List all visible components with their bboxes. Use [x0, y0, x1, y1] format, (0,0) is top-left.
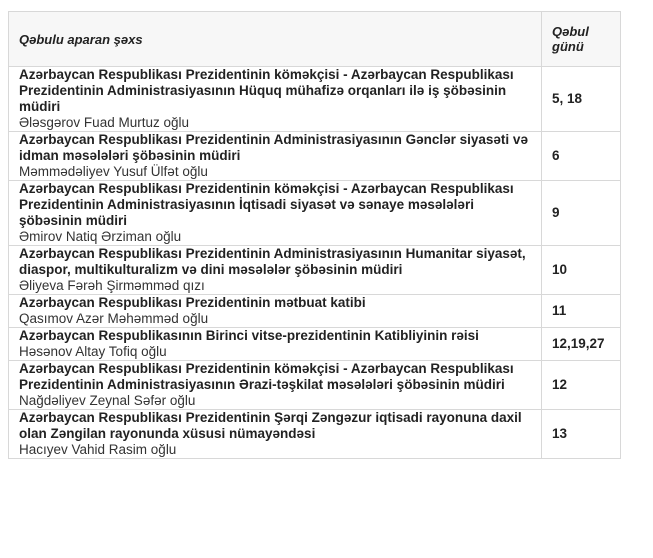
- person-cell: [9, 246, 542, 295]
- table-row: [9, 67, 621, 132]
- person-name: Hacıyev Vahid Rasim oğlu: [19, 442, 177, 457]
- person-cell: [9, 181, 542, 246]
- position-title: Azərbaycan Respublikası Prezidentinin Administrasiyasının Humanitar siyasət, diaspor, multikulturalizm və dini məsələlər şöbəsinin müdiri: [19, 246, 526, 277]
- reception-day: 12,19,27: [542, 328, 621, 361]
- person-name: Ələsgərov Fuad Murtuz oğlu: [19, 115, 189, 130]
- person-name: Əmirov Natiq Ərziman oğlu: [19, 229, 182, 244]
- person-cell: [9, 67, 542, 132]
- header-day-line2: günü: [552, 39, 584, 54]
- position-title: Azərbaycan Respublikası Prezidentinin mətbuat katibi: [19, 295, 366, 310]
- position-title: Azərbaycan Respublikası Prezidentinin köməkçisi - Azərbaycan Respublikası Prezidentinin Administrasiyasının Hüquq mühafizə orqanları ilə iş şöbəsinin müdiri: [19, 67, 514, 114]
- table-row: [9, 410, 621, 459]
- position-title: Azərbaycan Respublikasının Birinci vitse-prezidentinin Katibliyinin rəisi: [19, 328, 479, 343]
- table-row: [9, 132, 621, 181]
- header-day-line1: Qəbul: [552, 24, 589, 39]
- person-cell: [9, 132, 542, 181]
- reception-day: 11: [542, 295, 621, 328]
- person-cell: [9, 410, 542, 459]
- person-name: Həsənov Altay Tofiq oğlu: [19, 344, 167, 359]
- header-day-column: [542, 12, 621, 67]
- position-title: Azərbaycan Respublikası Prezidentinin köməkçisi - Azərbaycan Respublikası Prezidentinin Administrasiyasının İqtisadi siyasət və sənaye məsələləri şöbəsinin müdiri: [19, 181, 514, 228]
- reception-day: 10: [542, 246, 621, 295]
- reception-schedule-table: [8, 11, 621, 459]
- table-header-row: [9, 12, 621, 67]
- table-row: [9, 328, 621, 361]
- person-name: Qasımov Azər Məhəmməd oğlu: [19, 311, 209, 326]
- table-row: [9, 361, 621, 410]
- reception-day: 13: [542, 410, 621, 459]
- table-row: [9, 246, 621, 295]
- person-cell: [9, 295, 542, 328]
- reception-day: 6: [542, 132, 621, 181]
- reception-day: 12: [542, 361, 621, 410]
- reception-day: 9: [542, 181, 621, 246]
- person-cell: [9, 361, 542, 410]
- table-row: [9, 295, 621, 328]
- table-row: [9, 181, 621, 246]
- person-name: Əliyeva Fərəh Şirməmməd qızı: [19, 278, 205, 293]
- position-title: Azərbaycan Respublikası Prezidentinin köməkçisi - Azərbaycan Respublikası Prezidentinin Administrasiyasının Ərazi-təşkilat məsələləri şöbəsinin müdiri: [19, 361, 514, 392]
- position-title: Azərbaycan Respublikası Prezidentinin Administrasiyasının Gənclər siyasəti və idman məsələləri şöbəsinin müdiri: [19, 132, 528, 163]
- person-name: Məmmədəliyev Yusuf Ülfət oğlu: [19, 164, 208, 179]
- person-cell: [9, 328, 542, 361]
- person-name: Nağdəliyev Zeynal Səfər oğlu: [19, 393, 196, 408]
- position-title: Azərbaycan Respublikası Prezidentinin Şərqi Zəngəzur iqtisadi rayonuna daxil olan Zəngilan rayonunda xüsusi nümayəndəsi: [19, 410, 522, 441]
- header-person-column: Qəbulu aparan şəxs: [9, 12, 542, 67]
- reception-day: 5, 18: [542, 67, 621, 132]
